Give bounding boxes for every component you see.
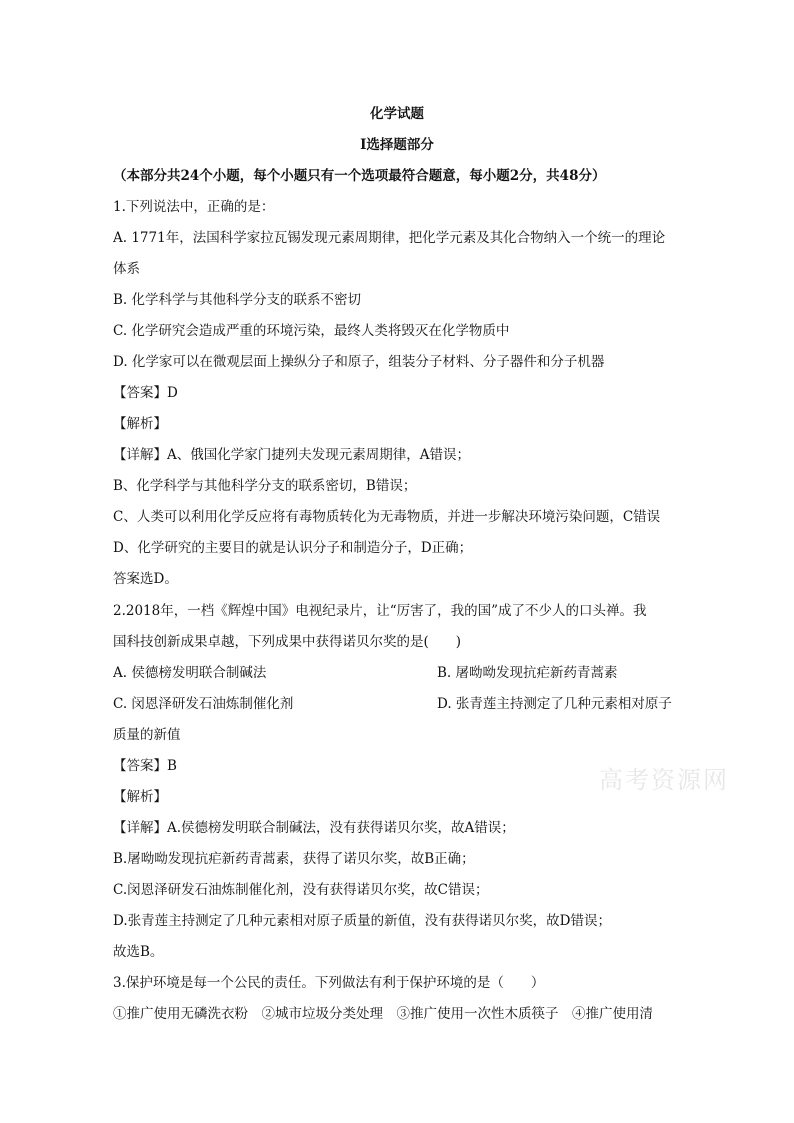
q1-stem: 1.下列说法中，正确的是： (113, 199, 275, 215)
watermark: 高考资源网 (599, 766, 729, 794)
q2-detail-d: D.张青莲主持测定了几种元素相对原子质量的新值，没有获得诺贝尔奖，故D错误； (113, 913, 611, 929)
q1-option-b: B. 化学科学与其他科学分支的联系不密切 (113, 292, 362, 308)
q2-detail-c: C.闵恩泽研发石油炼制催化剂，没有获得诺贝尔奖，故C错误； (113, 882, 489, 898)
q1-answer: 【答案】D (113, 385, 178, 401)
q1-detail-b: B、化学科学与其他科学分支的联系密切，B错误； (113, 478, 417, 494)
q2-stem: 2.2018年，一档《辉煌中国》电视纪录片，让“厉害了，我的国”成了不少人的口头禅。我 (113, 603, 647, 619)
q3-stem: 3.保护环境是每一个公民的责任。下列做法有利于保护环境的是（ ） (113, 975, 545, 991)
q1-conclusion: 答案选D。 (113, 571, 178, 587)
q2-stem-continuation: 国科技创新成果卓越，下列成果中获得诺贝尔奖的是( ) (113, 634, 462, 650)
q1-analysis-label: 【解析】 (113, 416, 167, 432)
q1-detail-d: D、化学研究的主要目的就是认识分子和制造分子，D正确； (113, 540, 473, 556)
section-note: （本部分共24个小题，每个小题只有一个选项最符合题意，每小题2分，共48分） (113, 168, 606, 184)
q3-items: ①推广使用无磷洗衣粉 ②城市垃圾分类处理 ③推广使用一次性木质筷子 ④推广使用清 (113, 1006, 653, 1022)
q2-option-b: B. 屠呦呦发现抗疟新药青蒿素 (437, 665, 618, 681)
q1-option-a-continuation: 体系 (113, 261, 140, 277)
q2-conclusion: 故选B。 (113, 944, 164, 960)
q2-analysis-label: 【解析】 (113, 789, 167, 805)
q2-option-a: A. 侯德榜发明联合制碱法 (113, 665, 267, 681)
q2-option-d-continuation: 质量的新值 (113, 727, 181, 743)
q1-option-a: A. 1771年，法国科学家拉瓦锡发现元素周期律，把化学元素及其化合物纳入一个统一的理论 (113, 230, 666, 246)
q1-option-c: C. 化学研究会造成严重的环境污染，最终人类将毁灭在化学物质中 (113, 323, 510, 339)
q2-option-d: D. 张青莲主持测定了几种元素相对原子 (437, 696, 672, 712)
q2-detail-a: 【详解】A.侯德榜发明联合制碱法，没有获得诺贝尔奖，故A错误； (113, 820, 515, 836)
q2-detail-b: B.屠呦呦发现抗疟新药青蒿素，获得了诺贝尔奖，故B正确； (113, 851, 475, 867)
document-title: 化学试题 (370, 106, 424, 122)
section-heading: I选择题部分 (360, 137, 434, 153)
q1-option-d: D. 化学家可以在微观层面上操纵分子和原子，组装分子材料、分子器件和分子机器 (113, 354, 605, 370)
q1-detail-c: C、人类可以利用化学反应将有毒物质转化为无毒物质，并进一步解决环境污染问题，C错误 (113, 509, 661, 525)
q2-answer: 【答案】B (113, 758, 177, 774)
q2-option-c: C. 闵恩泽研发石油炼制催化剂 (113, 696, 294, 712)
q1-detail-a: 【详解】A、俄国化学家门捷列夫发现元素周期律，A错误； (113, 447, 470, 463)
